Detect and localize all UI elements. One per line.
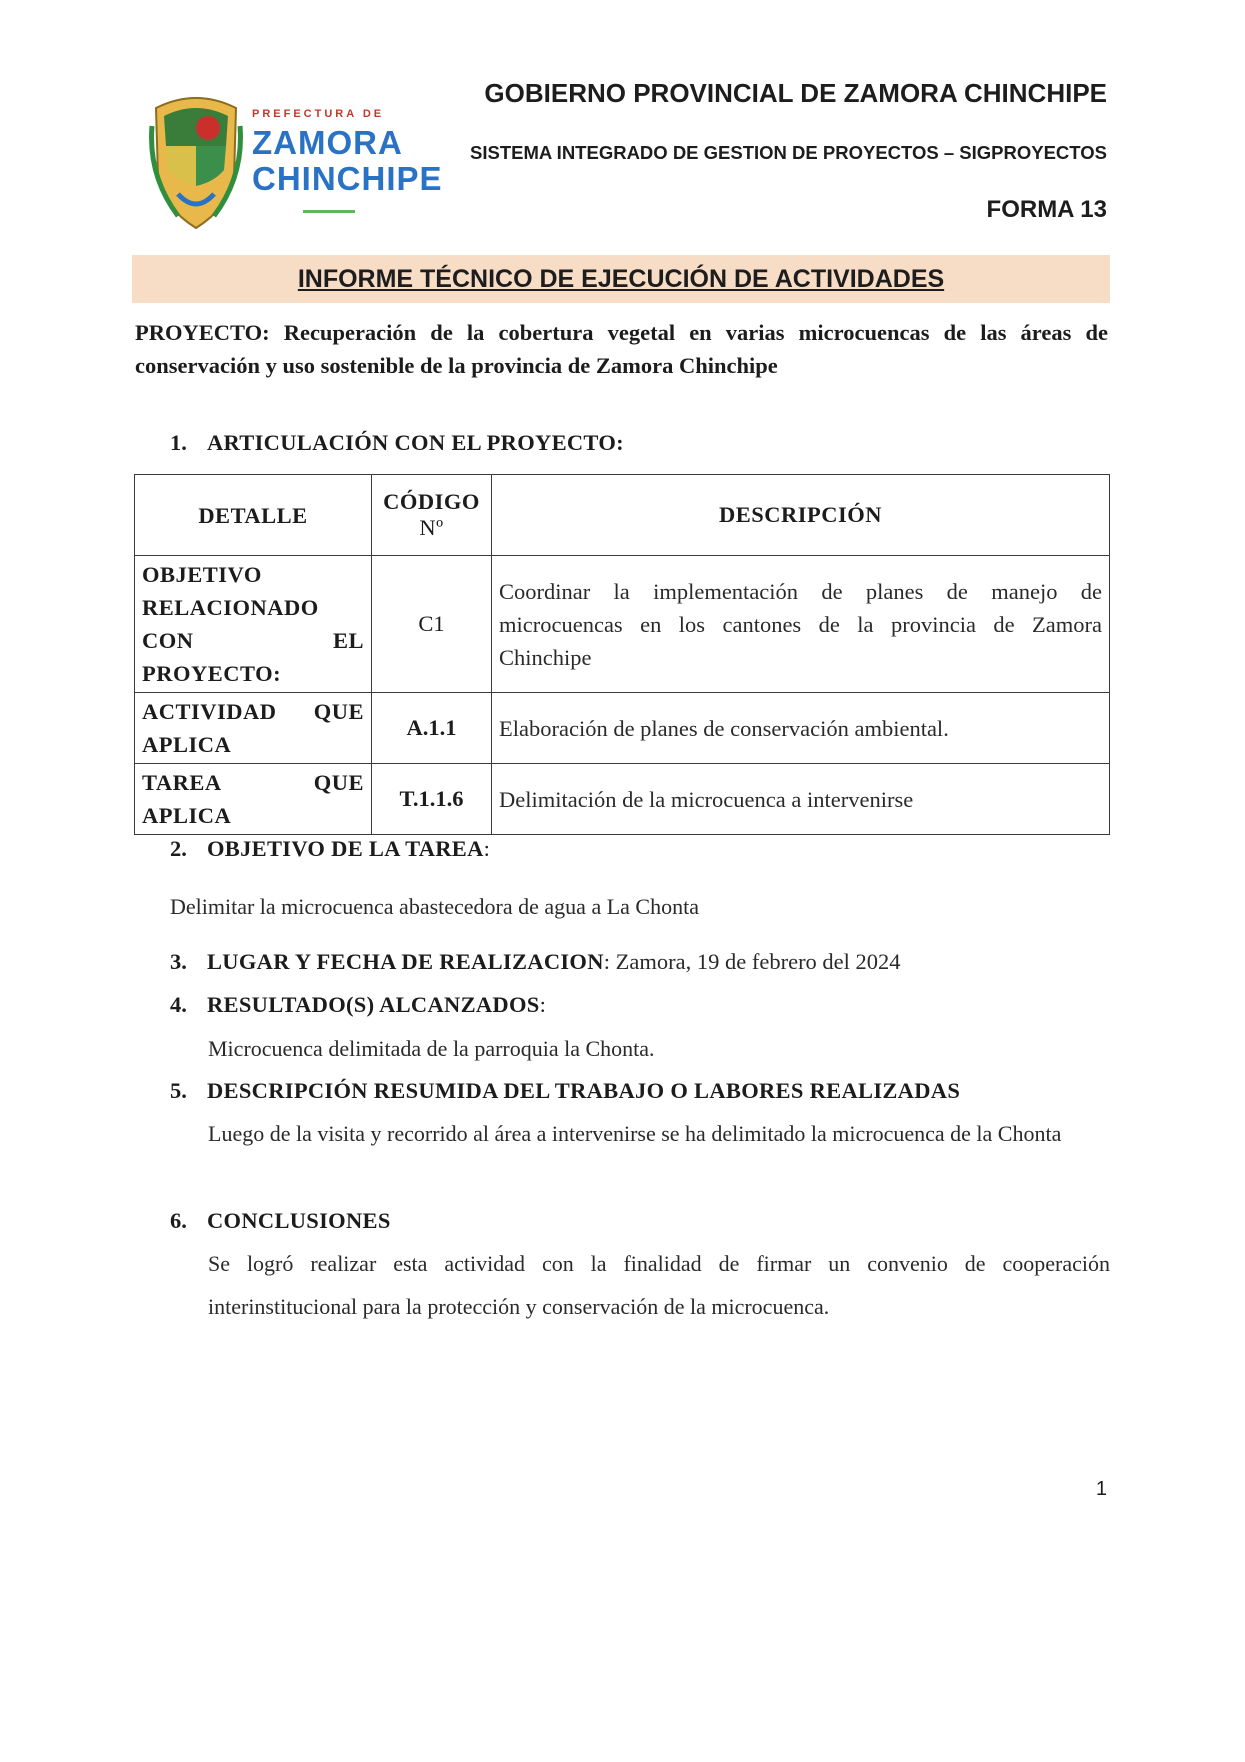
cell-descripcion: Delimitación de la microcuenca a intervenirse bbox=[492, 764, 1110, 835]
section-number: 2. bbox=[170, 836, 187, 861]
articulacion-table bbox=[134, 474, 1110, 835]
section-number: 6. bbox=[170, 1208, 187, 1233]
section-1-heading bbox=[170, 428, 624, 458]
title-band bbox=[132, 255, 1110, 303]
section-suffix: : bbox=[483, 836, 490, 861]
section-5-heading bbox=[170, 1076, 960, 1106]
section-title: ARTICULACIÓN CON EL PROYECTO: bbox=[207, 430, 624, 455]
section-title: OBJETIVO DE LA TAREA bbox=[207, 836, 484, 861]
header-codigo-line1: CÓDIGO bbox=[383, 489, 480, 514]
section-2-heading bbox=[170, 834, 490, 864]
cell-detalle: OBJETIVO RELACIONADO CON EL PROYECTO: bbox=[135, 556, 372, 693]
header-sistema: SISTEMA INTEGRADO DE GESTION DE PROYECTOS – SIGPROYECTOS bbox=[470, 142, 1107, 163]
header-codigo-line2: Nº bbox=[419, 515, 444, 540]
page-title: INFORME TÉCNICO DE EJECUCIÓN DE ACTIVIDADES bbox=[297, 265, 945, 293]
section-title: CONCLUSIONES bbox=[207, 1208, 391, 1233]
section-number: 5. bbox=[170, 1078, 187, 1103]
section-suffix: : Zamora, 19 de febrero del 2024 bbox=[603, 949, 901, 974]
cell-codigo: C1 bbox=[372, 556, 492, 693]
section-number: 4. bbox=[170, 992, 187, 1017]
header-forma: FORMA 13 bbox=[986, 196, 1107, 223]
proyecto-label: PROYECTO bbox=[135, 320, 263, 345]
cell-descripcion: Elaboración de planes de conservación ambiental. bbox=[492, 693, 1110, 764]
section-title: LUGAR Y FECHA DE REALIZACION bbox=[207, 949, 604, 974]
cell-descripcion: Coordinar la implementación de planes de manejo de microcuencas en los cantones de la provincia de Zamora Chinchipe bbox=[492, 556, 1110, 693]
header-detalle: DETALLE bbox=[135, 475, 372, 556]
cell-detalle: TAREA QUE APLICA bbox=[135, 764, 372, 835]
conclusiones-text: Se logró realizar esta actividad con la finalidad de firmar un convenio de cooperación interinstitucional para la protección y conservación de la microcuenca. bbox=[208, 1251, 1110, 1319]
header-descripcion: DESCRIPCIÓN bbox=[492, 475, 1110, 556]
table-header-row bbox=[135, 475, 1110, 556]
cell-detalle: ACTIVIDAD QUE APLICA bbox=[135, 693, 372, 764]
page-number: 1 bbox=[1095, 1478, 1107, 1500]
section-number: 1. bbox=[170, 430, 187, 455]
logo-chinchipe-text: CHINCHIPE bbox=[252, 160, 443, 197]
header-gobierno: GOBIERNO PROVINCIAL DE ZAMORA CHINCHIPE bbox=[484, 78, 1107, 108]
logo-prefectura-text: PREFECTURA DE bbox=[252, 108, 385, 120]
prefectura-logo bbox=[148, 86, 443, 236]
section-number: 3. bbox=[170, 949, 187, 974]
logo-zamora-text: ZAMORA bbox=[252, 124, 403, 161]
section-4-heading bbox=[170, 990, 546, 1020]
section-3-heading bbox=[170, 947, 901, 977]
table-row bbox=[135, 556, 1110, 693]
coat-of-arms-icon bbox=[148, 86, 244, 236]
proyecto-paragraph bbox=[135, 316, 1108, 382]
objetivo-text: Delimitar la microcuenca abastecedora de agua a La Chonta bbox=[170, 894, 699, 919]
cell-codigo: A.1.1 bbox=[372, 693, 492, 764]
proyecto-text: : Recuperación de la cobertura vegetal en varias microcuencas de las áreas de conservación y uso sostenible de la provincia de Zamora Chinchipe bbox=[135, 320, 1108, 378]
header-codigo bbox=[372, 475, 492, 556]
table-row bbox=[135, 693, 1110, 764]
cell-codigo: T.1.1.6 bbox=[372, 764, 492, 835]
section-title: DESCRIPCIÓN RESUMIDA DEL TRABAJO O LABORES REALIZADAS bbox=[207, 1078, 961, 1103]
section-title: RESULTADO(S) ALCANZADOS bbox=[207, 992, 540, 1017]
section-6-heading bbox=[170, 1206, 391, 1236]
table-row bbox=[135, 764, 1110, 835]
descripcion-text: Luego de la visita y recorrido al área a intervenirse se ha delimitado la microcuenca de la Chonta bbox=[208, 1121, 1062, 1146]
section-suffix: : bbox=[539, 992, 546, 1017]
logo-underline bbox=[303, 210, 355, 213]
resultado-text: Microcuenca delimitada de la parroquia la Chonta. bbox=[208, 1036, 655, 1061]
